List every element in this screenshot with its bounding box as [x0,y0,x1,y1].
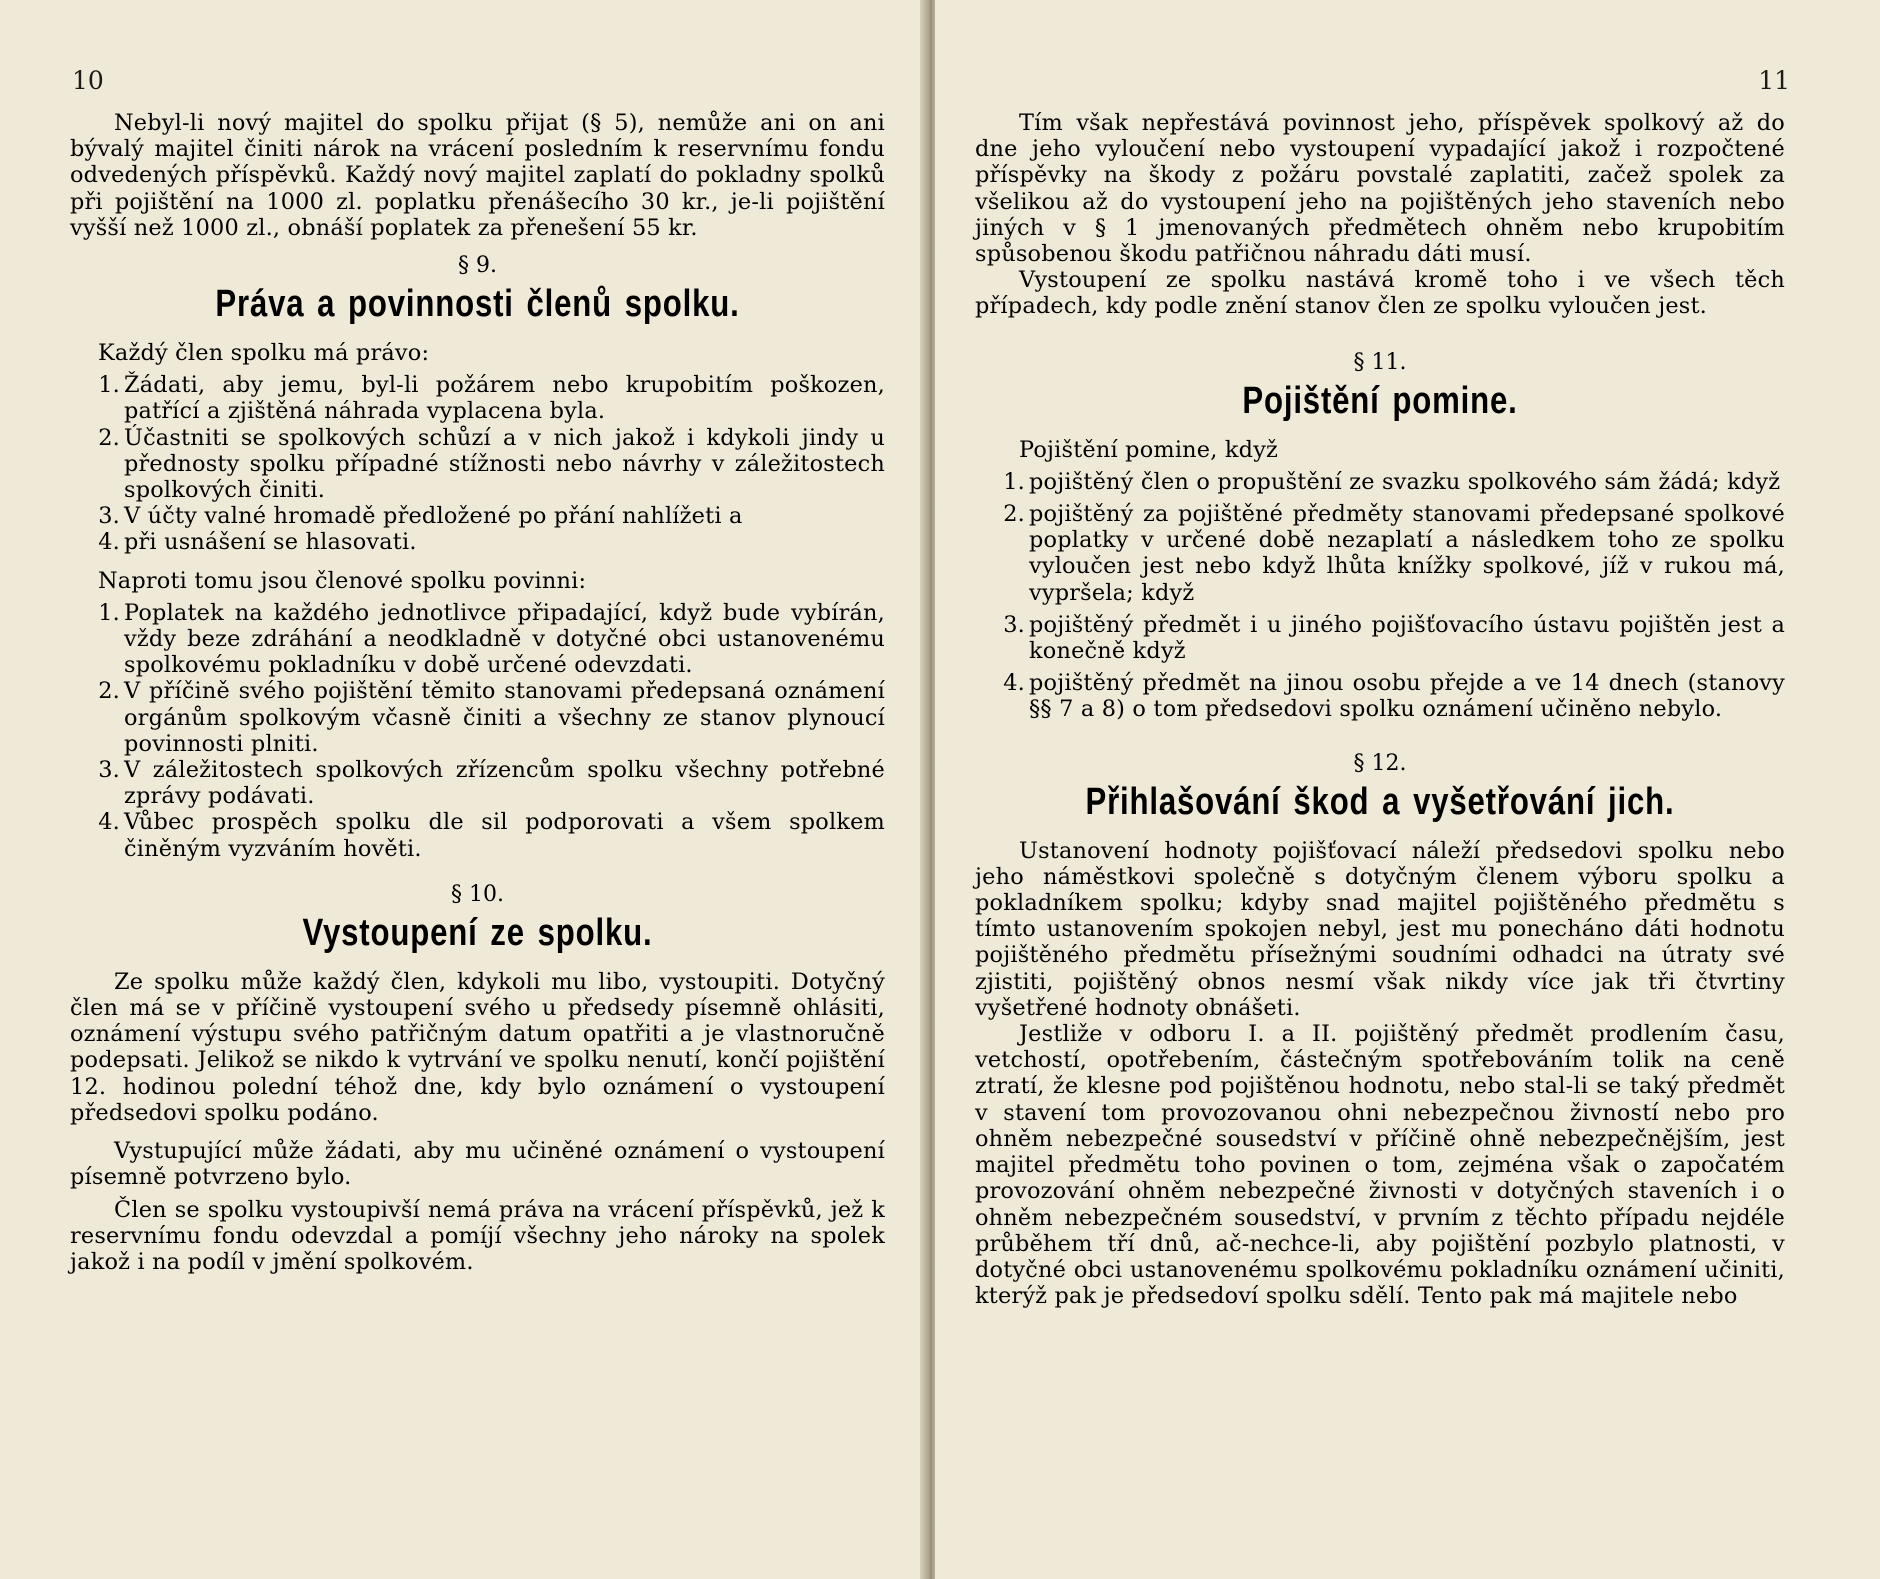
sec10-paragraph: Člen se spolku vystoupivší nemá práva na vrácení příspěvků, jež k reservnímu fondu odevzdal a pomíjí všechny jeho nároky na spolek jakož i na podíl v jmění spolkovém. [70,1196,885,1275]
item-number: 3. [98,757,120,784]
duties-intro: Naproti tomu jsou členové spolku povinni: [98,567,587,594]
list-item [70,809,885,861]
item-text: Účastniti se spolkových schůzí a v nich jakož i kdykoli jindy u přednosty spolku případné stížnosti nebo návrhy v záležitostech spolkových činiti. [124,424,885,504]
sec11-intro: Pojištění pomine, když [1019,436,1279,463]
item-text: Žádati, aby jemu, byl-li požárem nebo krupobitím poškozen, patřící a zjištěná náhrada vyplacena byla. [124,372,885,425]
list-item [975,670,1785,722]
sec12-paragraph: Jestliže v odboru I. a II. pojištěný předmět prodlením času, vetchostí, opotřebením, částečným spotřebováním tolik na ceně ztratí, že klesne pod pojištěnou hodnotu, nebo stal-li se taký předmět v stavení tom provozovanou ohni nebezpečnou živností nebo pro ohněm nebezpečné sousedství v příčině ohně nebezpečnějším, jest majitel předmětu toho povinen o tom, zejména však o započatém provozování ohněm nebezpečné živnosti v dotyčných staveních i o ohněm nebezpečném sousedství, v prvním z těchto případu nejdéle průběhem tří dnů, ač-nechce-li, aby pojištění pozbylo platnosti, v dotyčné obci ustanovenému spolkovému pokladníku oznámení učiniti, kterýž pak je předsedoví spolku sdělí. Tento pak má majitele nebo [975,1021,1785,1310]
item-text: V účty valné hromadě předložené po přání nahlížeti a [124,503,743,530]
right-page-content [975,110,1785,1309]
item-text: Poplatek na každého jednotlivce připadající, když bude vybírán, vždy beze zdráhání a neodkladně v dotyčné obci ustanovenému spolkovému pokladníku v době určené odevzdati. [124,599,885,679]
list-item [975,501,1785,606]
list-item [70,503,885,529]
right-intro-paragraph: Tím však nepřestává povinnost jeho, příspěvek spolkový až do dne jeho vyloučení nebo vystoupení vypadající jakož i rozpočtené příspěvky na škody z požáru povstalé zaplatiti, začež spolek za všelikou až do vystoupení jeho na pojištěných jeho staveních nebo jiných v § 1 jmenovaných předmětech ohněm nebo krupobitím spůsobenou škodu patřičnou náhradu dáti musí. [975,110,1785,268]
section-9-title: Práva a povinnosti členů spolku. [215,283,740,326]
item-number: 1. [98,372,120,399]
item-text: pojištěný předmět na jinou osobu přejde a ve 14 dnech (stanovy §§ 7 a 8) o tom předsedovi spolku oznámení učiněno nebylo. [1029,670,1785,723]
item-number: 4. [98,529,120,556]
list-item [70,678,885,757]
item-number: 4. [98,809,120,836]
section-11-number: § 11. [1353,349,1407,375]
item-text: pojištěný člen o propuštění ze svazku spolkového sám žádá; když [1029,468,1781,495]
duties-list [70,600,885,862]
sec12-paragraph: Ustanovení hodnoty pojišťovací náleží předsedovi spolku nebo jeho náměstkovi společně s dotyčným členem výboru spolku a pokladníkem spolku; kdyby snad majitel pojištěného předmětu s tímto ustanovením spokojen nebyl, jest mu ponecháno dáti hodnotu pojištěného předmětu přísežnými soudními odhadci na útraty své zjistiti, pojištěný obnos nesmí však nikdy více jak tři čtvrtiny vyšetřené hodnoty obnášeti. [975,837,1785,1021]
item-text: pojištěný předmět i u jiného pojišťovacího ústavu pojištěn jest a konečně když [1029,611,1785,665]
item-number: 3. [1003,611,1025,638]
rights-list [70,372,885,555]
item-text: Vůbec prospěch spolku dle sil podporovati a všem spolkem činěným vyzváním hověti. [124,809,885,862]
section-9-number: § 9. [458,253,497,279]
sec10-paragraph: Ze spolku může každý člen, kdykoli mu libo, vystoupiti. Dotyčný člen má se v příčině vystoupení svého u předsedy písemně ohlásiti, oznámení výstupu svého patřičným datum opatřiti a je vlastnoručně podepsati. Jelikož se nikdo k vytrvání ve spolku nenutí, končí pojištění 12. hodinou polední téhož dne, kdy bylo oznámení o vystoupení předsedovi spolku podáno. [70,968,885,1126]
item-number: 2. [1003,501,1025,528]
item-text: při usnášení se hlasovati. [124,529,417,556]
section-11-title: Pojištění pomine. [1242,379,1518,422]
list-item [70,529,885,555]
right-page-number: 11 [1758,66,1790,95]
item-text: V příčině svého pojištění těmito stanovami předepsaná oznámení orgánům spolkovým včasně činiti a všechny ze stanov plynoucí povinnosti plniti. [124,678,885,757]
sec10-paragraph: Vystupující může žádati, aby mu učiněné oznámení o vystoupení písemně potvrzeno bylo. [70,1138,885,1191]
right-intro-paragraph: Vystoupení ze spolku nastává kromě toho i ve všech těch případech, kdy podle znění stanov člen ze spolku vyloučen jest. [975,267,1785,320]
item-text: V záležitostech spolkových zřízencům spolku všechny potřebné zprávy podávati. [124,757,885,810]
item-number: 2. [98,424,120,451]
section-12-title: Přihlašování škod a vyšetřování jich. [1085,780,1675,823]
list-item [70,372,885,424]
section-10-title: Vystoupení ze spolku. [302,911,653,954]
item-number: 3. [98,503,120,530]
intro-paragraph: Nebyl-li nový majitel do spolku přijat (§ 5), nemůže ani on ani bývalý majitel činiti nárok na vrácení posledním k reservnímu fondu odvedených příspěvků. Každý nový majitel zaplatí do pokladny spolků při pojištění na 1000 zl. poplatku přenášecího 30 kr., je-li pojištění vyšší než 1000 zl., obnáší poplatek za přenešení 55 kr. [70,110,885,241]
list-item [70,757,885,809]
list-item [70,600,885,679]
section-10-number: § 10. [451,881,504,907]
list-item [975,612,1785,664]
item-number: 1. [1003,468,1025,495]
section-12-number: § 12. [1353,750,1407,776]
list-item [975,469,1785,495]
list-item [70,425,885,504]
left-page-number: 10 [72,66,104,95]
item-text: pojištěný za pojištěné předměty stanovami předepsané spolkové poplatky v určené době nezaplatí a následkem toho ze spolku vyloučen jest nebo když lhůta knížky spolkové, jíž v rukou má, vypršela; když [1029,501,1785,606]
sec11-list [975,469,1785,723]
item-number: 4. [1003,670,1025,697]
item-number: 2. [98,678,120,705]
item-number: 1. [98,599,120,626]
rights-intro: Každý člen spolku má právo: [98,340,430,367]
left-page-content [70,110,885,1275]
